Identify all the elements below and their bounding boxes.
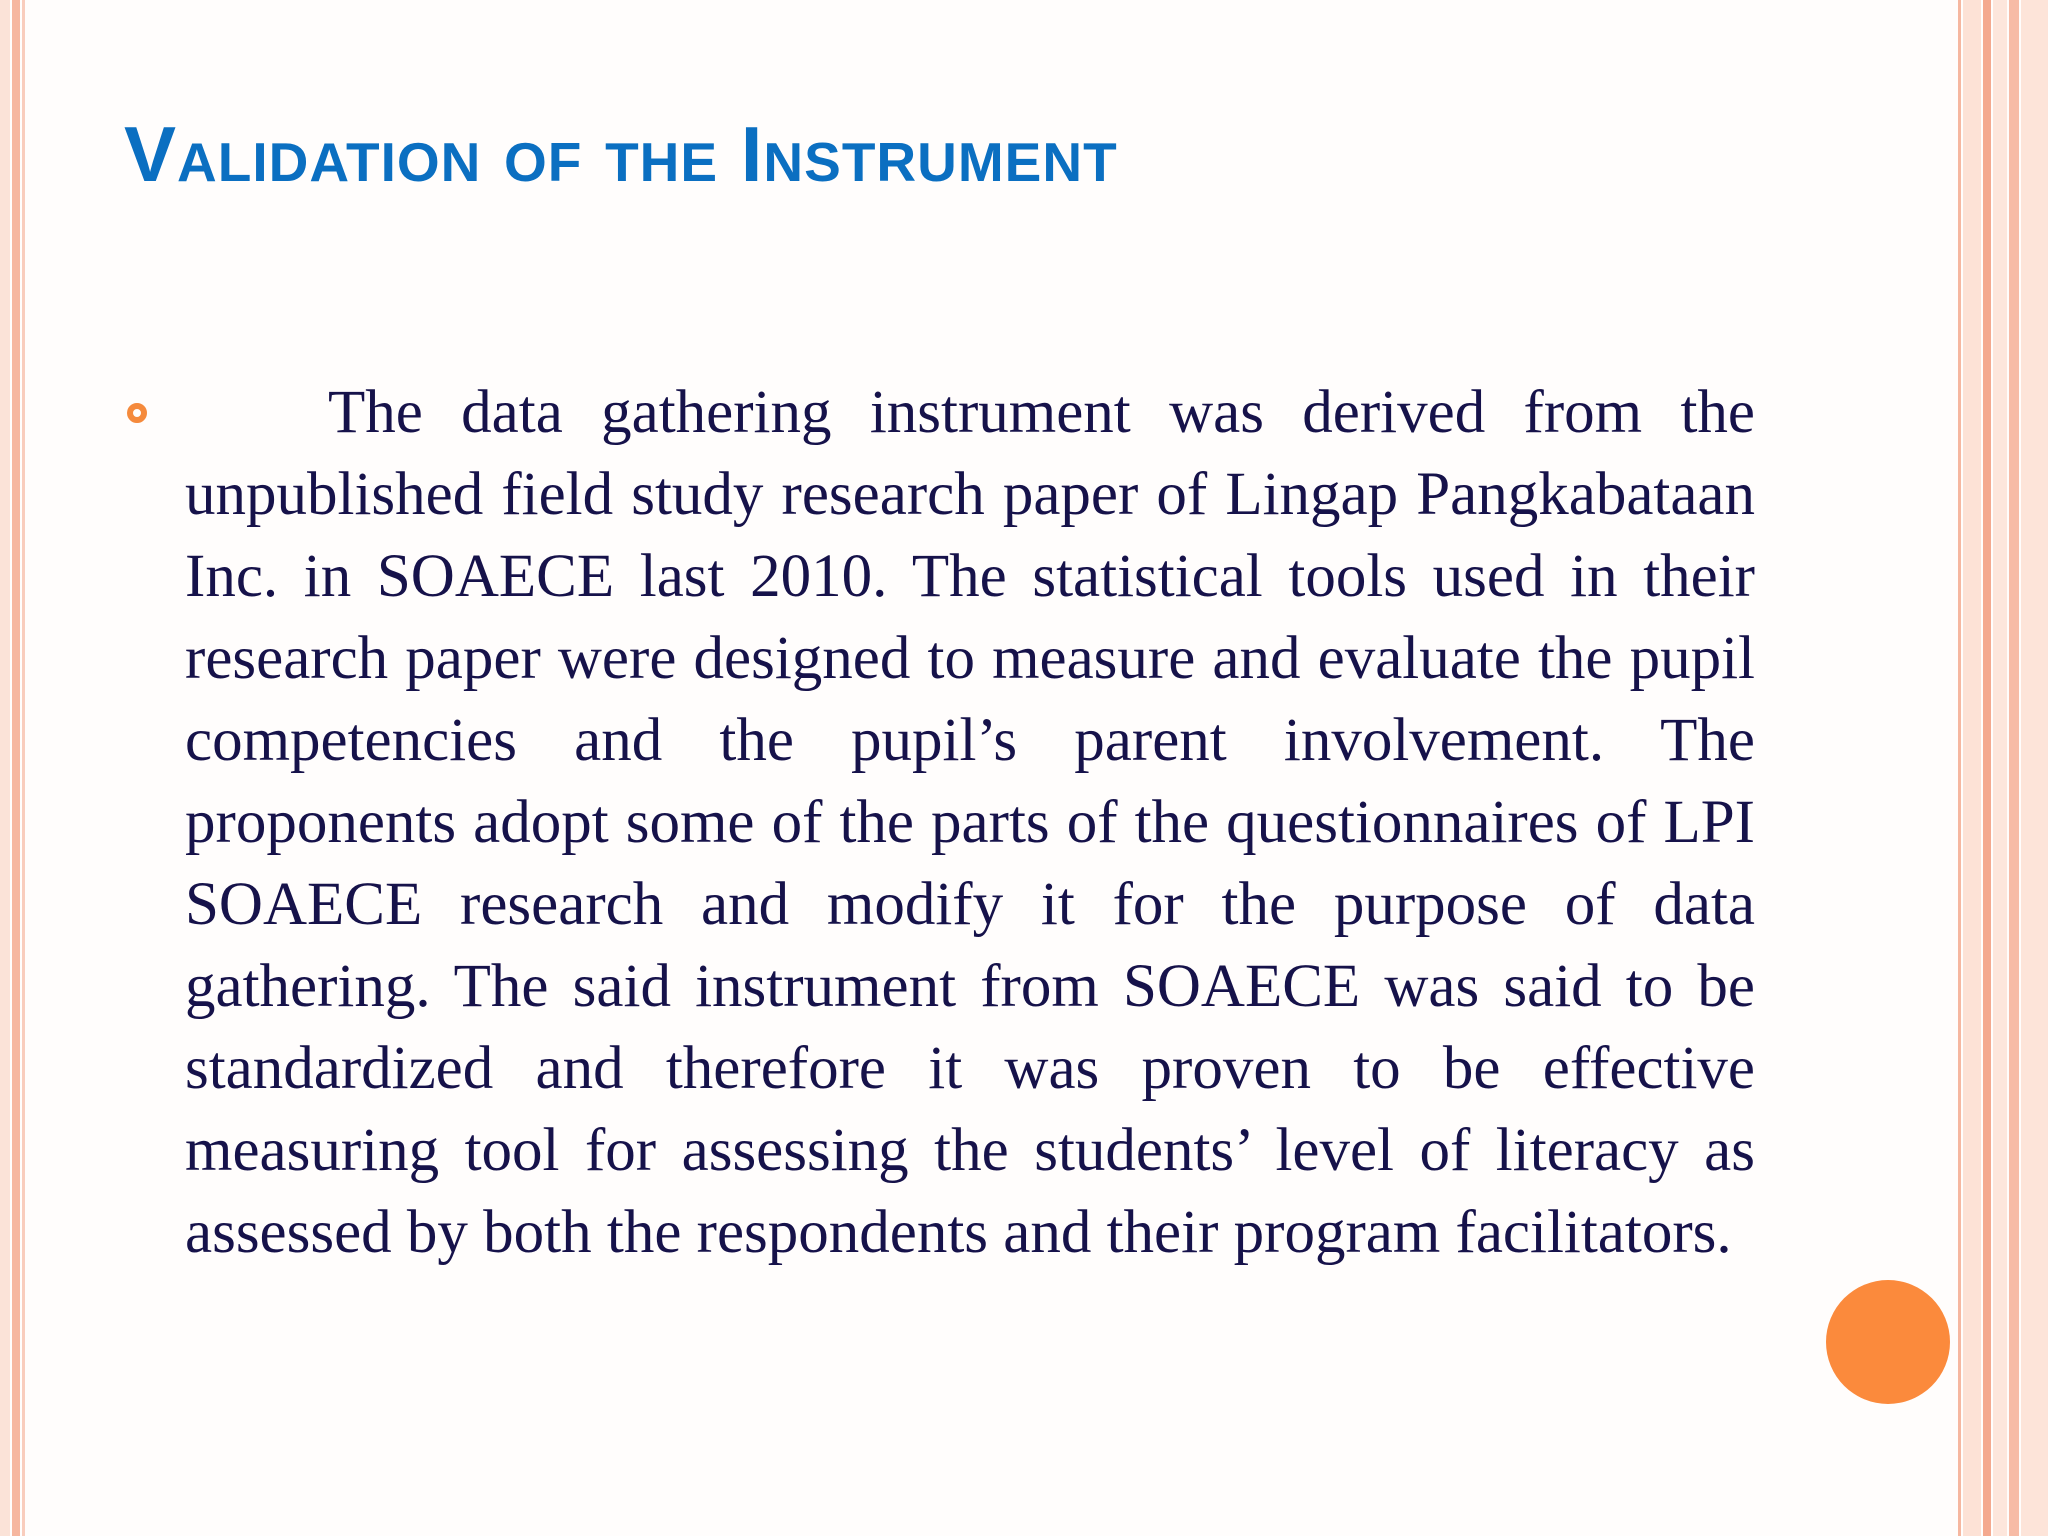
left-border-stripe	[12, 0, 20, 1536]
left-border-stripe	[0, 0, 10, 1536]
right-border-stripe	[1983, 0, 1991, 1536]
slide-body-text: The data gathering instrument was derived from the unpublished field study research paper of Lingap Pangkabataan Inc. in SOAECE last 2010. The statistical tools used in their research paper were designed to measure and evaluate the pupil competencies and the pupil’s parent involvement. The proponents adopt some of the parts of the questionnaires of LPI SOAECE research and modify it for the purpose of data gathering. The said instrument from SOAECE was said to be standardized and therefore it was proven to be effective measuring tool for assessing the students’ level of literacy as assessed by both the respondents and their program facilitators.	[185, 379, 1755, 1266]
right-border-stripe	[2021, 0, 2048, 1536]
right-border-stripe	[1993, 0, 2007, 1536]
right-border-stripe	[1963, 0, 1981, 1536]
decorative-orange-circle	[1826, 1280, 1950, 1404]
right-border-stripe	[2009, 0, 2019, 1536]
left-border-stripe	[22, 0, 25, 1536]
right-border-stripe	[1958, 0, 1961, 1536]
bullet-circle-icon	[127, 403, 147, 423]
slide-title: Validation of the Instrument	[124, 110, 1118, 198]
